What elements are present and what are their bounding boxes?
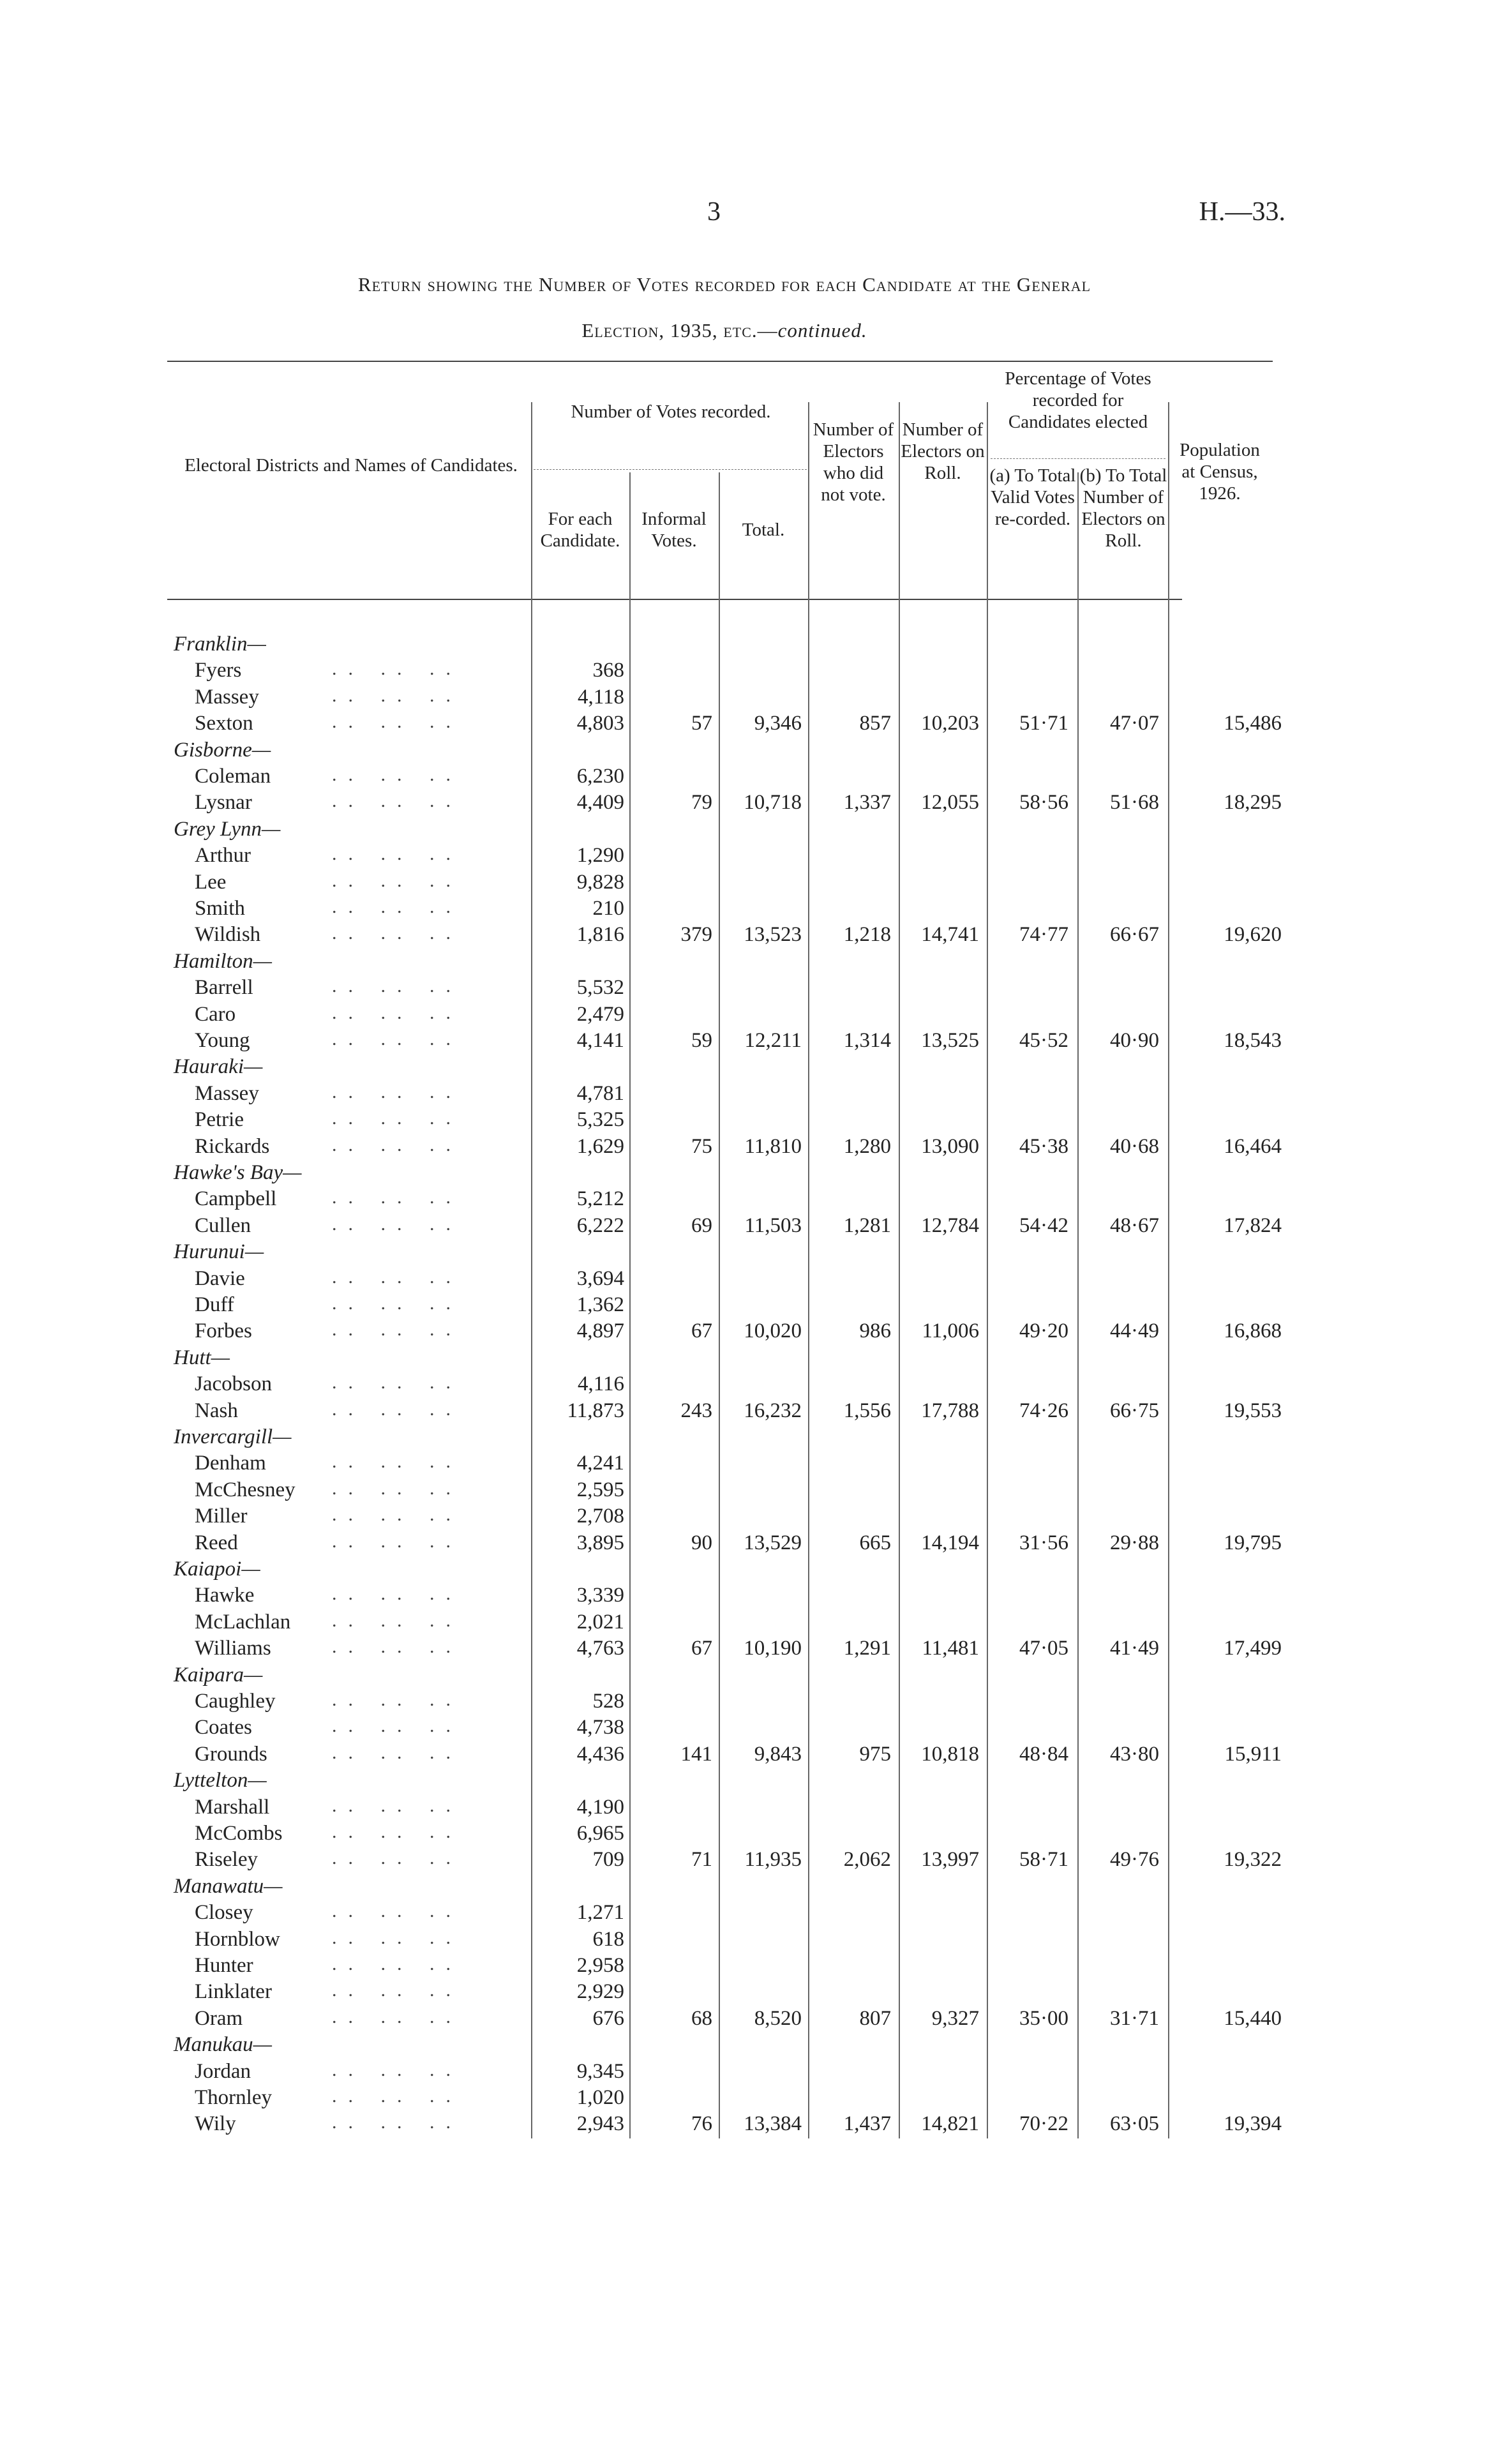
electors-did-not-vote: 1,437 [843, 2112, 891, 2136]
electors-did-not-vote: 1,314 [843, 1029, 891, 1052]
pct-electors-on-roll: 40·68 [1110, 1134, 1159, 1158]
pct-valid-votes: 70·22 [1019, 2112, 1068, 2136]
candidate-votes: 2,479 [576, 1002, 624, 1026]
candidate-votes: 3,339 [576, 1584, 624, 1607]
candidate-name: Jacobson [195, 1372, 272, 1396]
electors-on-roll: 11,006 [922, 1319, 979, 1343]
candidate-name: Wildish [195, 923, 261, 947]
candidate-name: Coleman [195, 765, 271, 788]
candidate-name: Duff [195, 1293, 234, 1316]
leader-dots: .. .. .. [332, 1372, 462, 1394]
population-1926: 18,543 [1224, 1029, 1282, 1052]
leader-dots: .. .. .. [332, 790, 462, 812]
district-name: Grey Lynn— [174, 817, 281, 841]
population-1926: 15,440 [1224, 2006, 1282, 2030]
electors-on-roll: 13,525 [921, 1029, 979, 1052]
candidate-votes: 4,141 [576, 1029, 624, 1052]
electors-on-roll: 14,741 [921, 923, 979, 947]
header-for-each-candidate: For each Candidate. [540, 509, 620, 551]
pct-valid-votes: 31·56 [1019, 1531, 1068, 1554]
title-continued: continued. [777, 319, 867, 342]
total-votes: 13,529 [744, 1531, 802, 1554]
pct-valid-votes: 51·71 [1019, 712, 1068, 735]
candidate-name: Jordan [195, 2059, 251, 2083]
candidate-name: Caughley [195, 1690, 276, 1713]
total-votes: 13,384 [744, 2112, 802, 2136]
total-votes: 9,346 [754, 712, 802, 735]
candidate-votes: 4,738 [576, 1716, 624, 1739]
header-informal-votes: Informal Votes. [641, 509, 707, 551]
header-did-not-vote: Number of Electors who did not vote. [813, 419, 894, 505]
candidate-name: Arthur [195, 844, 251, 868]
candidate-votes: 9,828 [576, 870, 624, 894]
leader-dots: .. .. .. [332, 869, 462, 891]
candidate-votes: 2,929 [576, 1980, 624, 2004]
column-rule [531, 402, 532, 2138]
candidate-votes: 11,873 [567, 1399, 624, 1422]
population-1926: 16,464 [1224, 1134, 1282, 1158]
candidate-name: Linklater [195, 1980, 272, 2004]
informal-votes: 379 [680, 923, 712, 947]
district-name: Gisborne— [174, 738, 271, 762]
candidate-votes: 1,020 [576, 2086, 624, 2109]
pct-valid-votes: 58·56 [1019, 791, 1068, 815]
pct-electors-on-roll: 41·49 [1110, 1637, 1159, 1660]
leader-dots: .. .. .. [332, 1636, 462, 1658]
candidate-name: Massey [195, 685, 259, 709]
header-percentage: Percentage of Votes recorded for Candidates elected [1005, 368, 1151, 432]
page-number: 3 [707, 197, 721, 227]
leader-dots: .. .. .. [332, 1741, 462, 1763]
candidate-name: McLachlan [195, 1610, 291, 1634]
electors-did-not-vote: 986 [859, 1319, 891, 1343]
leader-dots: .. .. .. [332, 1451, 462, 1473]
candidate-votes: 618 [592, 1927, 624, 1951]
total-votes: 11,935 [744, 1848, 802, 1872]
district-name: Franklin— [174, 633, 266, 656]
electors-did-not-vote: 807 [859, 2006, 891, 2030]
candidate-votes: 4,118 [577, 685, 624, 709]
total-votes: 8,520 [754, 2006, 802, 2030]
pct-valid-votes: 49·20 [1019, 1319, 1068, 1343]
header-sub-rule [991, 458, 1165, 459]
electors-on-roll: 14,821 [921, 2112, 979, 2136]
pct-electors-on-roll: 44·49 [1110, 1319, 1159, 1343]
candidate-name: Sexton [195, 712, 253, 735]
candidate-name: Williams [195, 1637, 271, 1660]
pct-electors-on-roll: 63·05 [1110, 2112, 1159, 2136]
column-rule [899, 402, 900, 2138]
leader-dots: .. .. .. [332, 975, 462, 997]
candidate-votes: 4,116 [577, 1372, 624, 1396]
leader-dots: .. .. .. [332, 1134, 462, 1155]
electors-on-roll: 12,055 [921, 791, 979, 815]
leader-dots: .. .. .. [332, 1187, 462, 1208]
leader-dots: .. .. .. [332, 1477, 462, 1499]
leader-dots: .. .. .. [332, 1609, 462, 1631]
population-1926: 15,911 [1224, 1742, 1282, 1766]
leader-dots: .. .. .. [332, 1689, 462, 1710]
leader-dots: .. .. .. [332, 1319, 462, 1341]
electors-did-not-vote: 1,280 [843, 1134, 891, 1158]
candidate-name: Davie [195, 1266, 245, 1290]
total-votes: 16,232 [744, 1399, 802, 1422]
header-pct-a: (a) To Total Valid Votes re-corded. [989, 465, 1076, 529]
electors-on-roll: 14,194 [921, 1531, 979, 1554]
candidate-votes: 9,345 [576, 2059, 624, 2083]
informal-votes: 79 [691, 791, 712, 815]
pct-valid-votes: 35·00 [1019, 2006, 1068, 2030]
leader-dots: .. .. .. [332, 1847, 462, 1869]
leader-dots: .. .. .. [332, 2085, 462, 2107]
district-name: Kaipara— [174, 1663, 263, 1686]
total-votes: 9,843 [754, 1742, 802, 1766]
candidate-name: Closey [195, 1901, 253, 1925]
population-1926: 17,824 [1224, 1213, 1282, 1237]
leader-dots: .. .. .. [332, 1002, 462, 1023]
leader-dots: .. .. .. [332, 1821, 462, 1842]
total-votes: 11,503 [744, 1213, 802, 1237]
candidate-votes: 6,222 [576, 1213, 624, 1237]
column-rule [987, 402, 988, 2138]
candidate-votes: 709 [592, 1848, 624, 1872]
candidate-votes: 1,816 [576, 923, 624, 947]
pct-valid-votes: 45·52 [1019, 1029, 1068, 1052]
informal-votes: 90 [691, 1531, 712, 1554]
candidate-name: Hornblow [195, 1927, 280, 1951]
candidate-name: Miller [195, 1505, 248, 1528]
informal-votes: 67 [691, 1637, 712, 1660]
candidate-name: Rickards [195, 1134, 270, 1158]
candidate-votes: 2,021 [576, 1610, 624, 1634]
candidate-votes: 4,763 [576, 1637, 624, 1660]
leader-dots: .. .. .. [332, 658, 462, 680]
electors-on-roll: 9,327 [931, 2006, 979, 2030]
leader-dots: .. .. .. [332, 1979, 462, 2001]
district-name: Manawatu— [174, 1874, 283, 1898]
leader-dots: .. .. .. [332, 1266, 462, 1288]
leader-dots: .. .. .. [332, 1794, 462, 1816]
electors-on-roll: 13,997 [921, 1848, 979, 1872]
pct-valid-votes: 74·26 [1019, 1399, 1068, 1422]
header-pct-b: (b) To Total Number of Electors on Roll. [1079, 465, 1167, 551]
leader-dots: .. .. .. [332, 1293, 462, 1314]
candidate-name: Fyers [195, 659, 242, 682]
candidate-votes: 6,965 [576, 1822, 624, 1845]
header-on-roll: Number of Electors on Roll. [901, 419, 985, 483]
pct-valid-votes: 45·38 [1019, 1134, 1068, 1158]
candidate-votes: 1,362 [576, 1293, 624, 1316]
candidate-name: Thornley [195, 2086, 272, 2109]
candidate-name: Smith [195, 897, 245, 920]
candidate-name: Grounds [195, 1742, 267, 1766]
leader-dots: .. .. .. [332, 1108, 462, 1129]
electors-on-roll: 10,818 [921, 1742, 979, 1766]
leader-dots: .. .. .. [332, 2112, 462, 2133]
pct-electors-on-roll: 49·76 [1110, 1848, 1159, 1872]
candidate-name: Riseley [195, 1848, 258, 1872]
total-votes: 10,020 [744, 1319, 802, 1343]
candidate-votes: 2,943 [576, 2112, 624, 2136]
informal-votes: 59 [691, 1029, 712, 1052]
leader-dots: .. .. .. [332, 1504, 462, 1526]
table-top-rule [167, 361, 1273, 362]
candidate-name: Barrell [195, 976, 253, 1000]
candidate-name: Lysnar [195, 791, 252, 815]
district-name: Hauraki— [174, 1055, 263, 1079]
district-name: Hamilton— [174, 949, 273, 973]
electors-did-not-vote: 975 [859, 1742, 891, 1766]
candidate-name: Young [195, 1029, 250, 1052]
candidate-votes: 1,290 [576, 844, 624, 868]
candidate-votes: 5,212 [576, 1187, 624, 1211]
candidate-votes: 6,230 [576, 765, 624, 788]
leader-dots: .. .. .. [332, 1583, 462, 1605]
population-1926: 16,868 [1224, 1319, 1282, 1343]
leader-dots: .. .. .. [332, 711, 462, 733]
header-districts: Electoral Districts and Names of Candidates. [184, 455, 518, 476]
pct-valid-votes: 48·84 [1019, 1742, 1068, 1766]
district-name: Lyttelton— [174, 1769, 267, 1792]
candidate-votes: 4,409 [576, 791, 624, 815]
candidate-votes: 2,958 [576, 1954, 624, 1977]
pct-valid-votes: 54·42 [1019, 1213, 1068, 1237]
total-votes: 13,523 [744, 923, 802, 947]
district-name: Hurunui— [174, 1240, 264, 1264]
candidate-votes: 210 [592, 897, 624, 920]
title-line-2: Election, 1935, etc.—continued. [581, 319, 867, 342]
leader-dots: .. .. .. [332, 1028, 462, 1049]
leader-dots: .. .. .. [332, 843, 462, 865]
district-name: Invercargill— [174, 1425, 292, 1448]
leader-dots: .. .. .. [332, 1953, 462, 1974]
informal-votes: 67 [691, 1319, 712, 1343]
total-votes: 10,190 [744, 1637, 802, 1660]
informal-votes: 75 [691, 1134, 712, 1158]
column-rule [808, 402, 809, 2138]
candidate-votes: 368 [592, 659, 624, 682]
candidate-votes: 3,895 [576, 1531, 624, 1554]
population-1926: 19,620 [1224, 923, 1282, 947]
pct-valid-votes: 47·05 [1019, 1637, 1068, 1660]
leader-dots: .. .. .. [332, 1900, 462, 1922]
district-name: Hutt— [174, 1346, 230, 1369]
district-name: Manukau— [174, 2033, 272, 2057]
candidate-votes: 4,803 [576, 712, 624, 735]
electors-did-not-vote: 1,281 [843, 1213, 891, 1237]
electors-on-roll: 12,784 [921, 1213, 979, 1237]
population-1926: 18,295 [1224, 791, 1282, 815]
header-population: Population at Census, 1926. [1180, 440, 1260, 504]
candidate-name: Forbes [195, 1319, 252, 1343]
candidate-name: McChesney [195, 1478, 296, 1501]
pct-electors-on-roll: 51·68 [1110, 791, 1159, 815]
header-total: Total. [742, 520, 785, 540]
leader-dots: .. .. .. [332, 1715, 462, 1737]
electors-on-roll: 11,481 [922, 1637, 979, 1660]
candidate-votes: 4,190 [576, 1795, 624, 1819]
candidate-name: Caro [195, 1002, 236, 1026]
informal-votes: 141 [680, 1742, 712, 1766]
electors-on-roll: 10,203 [921, 712, 979, 735]
leader-dots: .. .. .. [332, 1398, 462, 1420]
candidate-name: Massey [195, 1081, 259, 1105]
header-votes-recorded: Number of Votes recorded. [571, 402, 771, 422]
total-votes: 12,211 [744, 1029, 802, 1052]
leader-dots: .. .. .. [332, 1213, 462, 1235]
pct-valid-votes: 74·77 [1019, 923, 1068, 947]
candidate-votes: 5,325 [576, 1108, 624, 1132]
candidate-name: McCombs [195, 1822, 283, 1845]
leader-dots: .. .. .. [332, 1530, 462, 1552]
candidate-votes: 2,708 [576, 1505, 624, 1528]
candidate-name: Cullen [195, 1213, 251, 1237]
candidate-name: Petrie [195, 1108, 244, 1132]
population-1926: 17,499 [1224, 1637, 1282, 1660]
candidate-name: Marshall [195, 1795, 270, 1819]
leader-dots: .. .. .. [332, 2059, 462, 2080]
candidate-votes: 2,595 [576, 1478, 624, 1501]
candidate-votes: 4,897 [576, 1319, 624, 1343]
title-line-1: Return showing the Number of Votes recorded for each Candidate at the General [357, 273, 1091, 296]
informal-votes: 57 [691, 712, 712, 735]
population-1926: 19,394 [1224, 2112, 1282, 2136]
candidate-name: Hawke [195, 1584, 255, 1607]
pct-electors-on-roll: 48·67 [1110, 1213, 1159, 1237]
pct-electors-on-roll: 66·67 [1110, 923, 1159, 947]
pct-electors-on-roll: 47·07 [1110, 712, 1159, 735]
candidate-votes: 528 [592, 1690, 624, 1713]
total-votes: 10,718 [744, 791, 802, 815]
candidate-name: Hunter [195, 1954, 253, 1977]
electors-did-not-vote: 1,218 [843, 923, 891, 947]
leader-dots: .. .. .. [332, 922, 462, 944]
table-title [166, 262, 1283, 354]
candidate-votes: 1,271 [576, 1901, 624, 1925]
district-name: Hawke's Bay— [174, 1161, 302, 1184]
pct-electors-on-roll: 29·88 [1110, 1531, 1159, 1554]
pct-valid-votes: 58·71 [1019, 1848, 1068, 1872]
informal-votes: 76 [691, 2112, 712, 2136]
population-1926: 19,795 [1224, 1531, 1282, 1554]
electors-did-not-vote: 1,337 [843, 791, 891, 815]
header-sub-rule [534, 469, 807, 470]
candidate-name: Nash [195, 1399, 238, 1422]
electors-did-not-vote: 857 [859, 712, 891, 735]
pct-electors-on-roll: 31·71 [1110, 2006, 1159, 2030]
leader-dots: .. .. .. [332, 764, 462, 785]
population-1926: 19,553 [1224, 1399, 1282, 1422]
informal-votes: 69 [691, 1213, 712, 1237]
candidate-name: Campbell [195, 1187, 277, 1211]
pct-electors-on-roll: 66·75 [1110, 1399, 1159, 1422]
electors-did-not-vote: 1,556 [843, 1399, 891, 1422]
candidate-name: Lee [195, 870, 227, 894]
leader-dots: .. .. .. [332, 896, 462, 917]
informal-votes: 68 [691, 2006, 712, 2030]
electors-on-roll: 17,788 [921, 1399, 979, 1422]
informal-votes: 71 [691, 1848, 712, 1872]
header-bottom-rule [167, 599, 1182, 600]
leader-dots: .. .. .. [332, 1927, 462, 1948]
candidate-name: Coates [195, 1716, 252, 1739]
candidate-votes: 676 [592, 2006, 624, 2030]
leader-dots: .. .. .. [332, 1081, 462, 1102]
electors-did-not-vote: 665 [859, 1531, 891, 1554]
candidate-votes: 1,629 [576, 1134, 624, 1158]
electors-did-not-vote: 1,291 [843, 1637, 891, 1660]
pct-electors-on-roll: 40·90 [1110, 1029, 1159, 1052]
electors-did-not-vote: 2,062 [843, 1848, 891, 1872]
district-name: Kaiapoi— [174, 1558, 260, 1581]
total-votes: 11,810 [744, 1134, 802, 1158]
leader-dots: .. .. .. [332, 684, 462, 706]
pct-electors-on-roll: 43·80 [1110, 1742, 1159, 1766]
candidate-votes: 4,781 [576, 1081, 624, 1105]
electors-on-roll: 13,090 [921, 1134, 979, 1158]
candidate-name: Denham [195, 1452, 266, 1475]
column-rule [1168, 402, 1169, 2138]
candidate-votes: 4,436 [576, 1742, 624, 1766]
document-reference: H.—33. [1199, 197, 1285, 227]
candidate-name: Oram [195, 2006, 243, 2030]
population-1926: 19,322 [1224, 1848, 1282, 1872]
candidate-votes: 4,241 [576, 1452, 624, 1475]
informal-votes: 243 [680, 1399, 712, 1422]
candidate-votes: 3,694 [576, 1266, 624, 1290]
candidate-votes: 5,532 [576, 976, 624, 1000]
leader-dots: .. .. .. [332, 2006, 462, 2027]
candidate-name: Reed [195, 1531, 238, 1554]
candidate-name: Wily [195, 2112, 236, 2136]
population-1926: 15,486 [1224, 712, 1282, 735]
